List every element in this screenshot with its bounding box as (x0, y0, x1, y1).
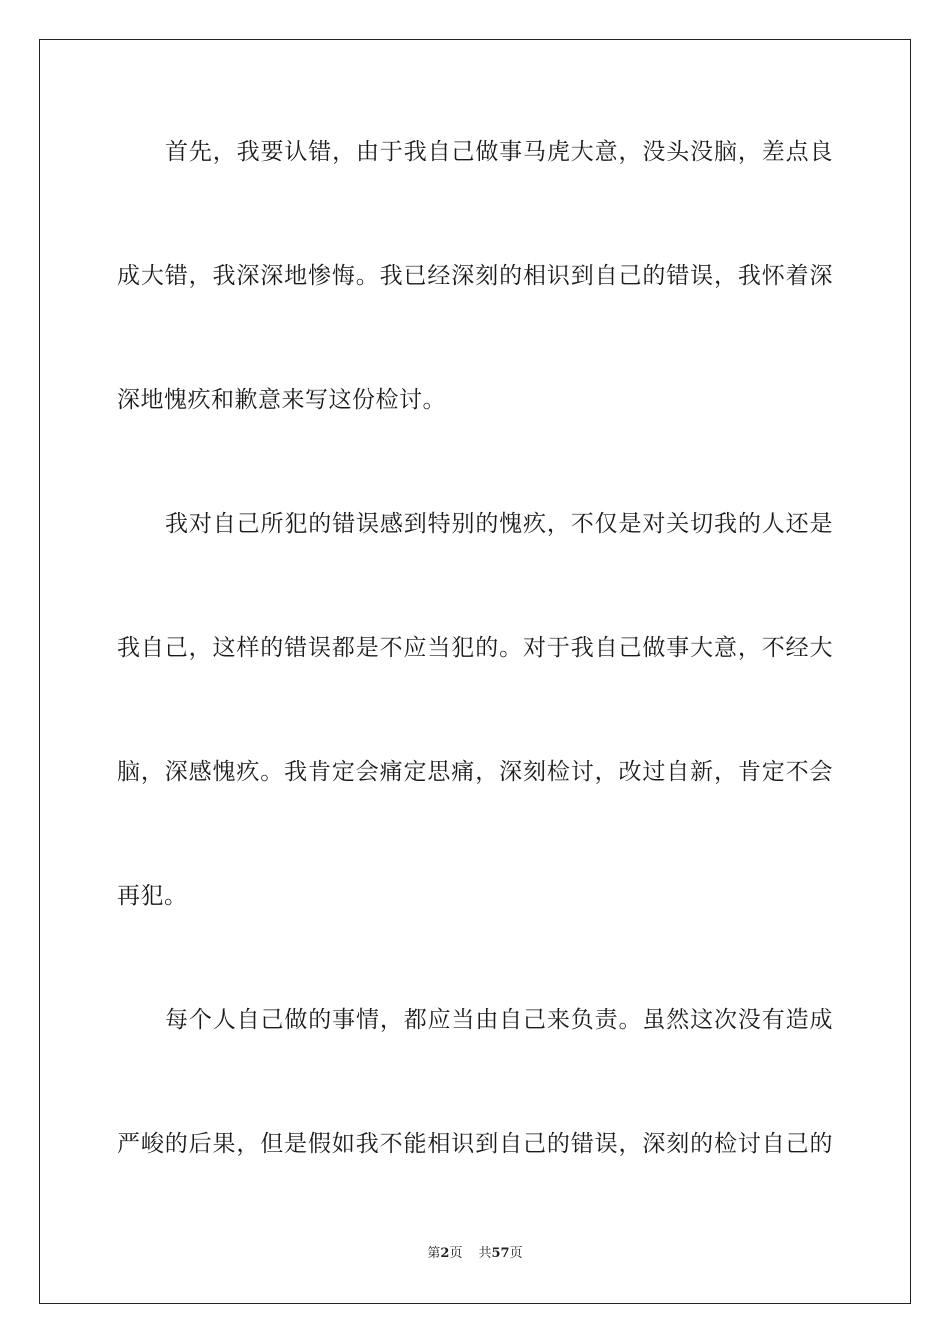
body-text-line: 首先，我要认错，由于我自己做事马虎大意，没头没脑，差点良 (165, 139, 833, 165)
body-text-line: 再犯。 (117, 883, 188, 909)
body-text-line: 每个人自己做的事情，都应当由自己来负责。虽然这次没有造成 (165, 1007, 833, 1033)
body-text-line: 成大错，我深深地惨悔。我已经深刻的相识到自己的错误，我怀着深 (117, 263, 833, 289)
body-text-line: 我对自己所犯的错误感到特别的愧疚，不仅是对关切我的人还是 (165, 511, 833, 537)
page-suffix: 页 (449, 1246, 463, 1261)
total-suffix: 页 (509, 1246, 523, 1261)
body-text-line: 脑，深感愧疚。我肯定会痛定思痛，深刻检讨，改过自新，肯定不会 (117, 759, 833, 785)
total-prefix: 共 (478, 1246, 492, 1261)
body-text-line: 我自己，这样的错误都是不应当犯的。对于我自己做事大意，不经大 (117, 635, 833, 661)
page-border (39, 39, 911, 1304)
body-text-line: 严峻的后果，但是假如我不能相识到自己的错误，深刻的检讨自己的 (117, 1131, 833, 1157)
total-pages: 57 (491, 1246, 510, 1261)
page-number: 2 (440, 1246, 450, 1261)
page-footer (0, 1245, 950, 1263)
page-prefix: 第 (427, 1246, 441, 1261)
body-text-line: 深地愧疚和歉意来写这份检讨。 (117, 387, 446, 413)
